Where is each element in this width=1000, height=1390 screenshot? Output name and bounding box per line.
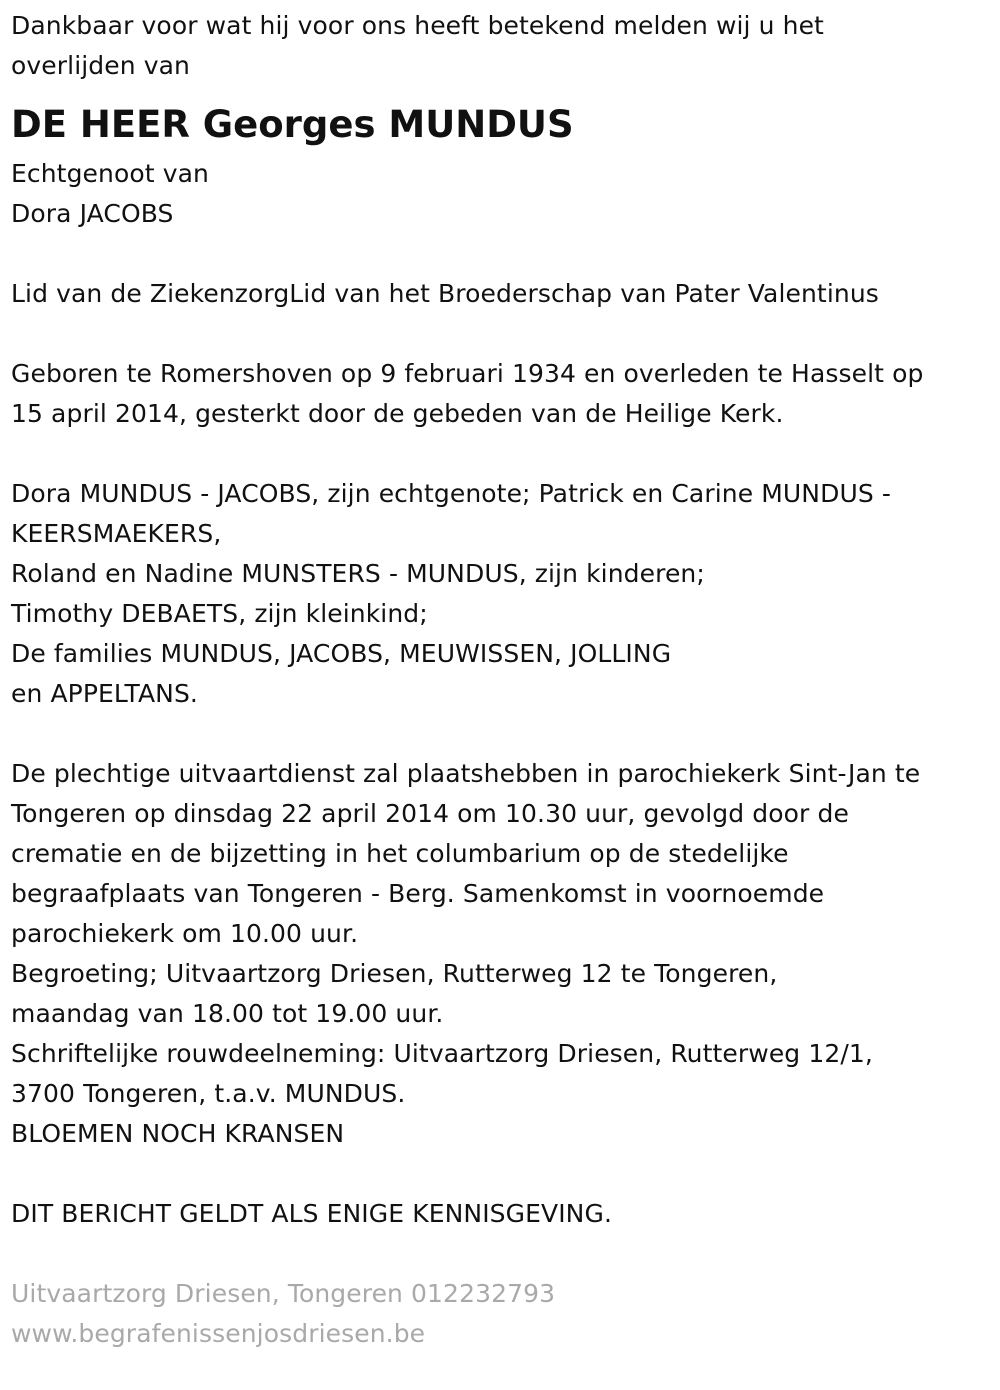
spacer [11,234,991,274]
service-line: 3700 Tongeren, t.a.v. MUNDUS. [11,1079,406,1108]
spacer [11,1234,991,1274]
spouse-section [11,154,991,234]
intro-line: Dankbaar voor wat hij voor ons heeft betekend melden wij u het [11,11,824,40]
intro-section [11,6,991,86]
family-line: Dora MUNDUS - JACOBS, zijn echtgenote; Patrick en Carine MUNDUS - [11,479,891,508]
family-section [11,474,991,714]
family-line: Roland en Nadine MUNSTERS - MUNDUS, zijn kinderen; [11,559,705,588]
spacer [11,434,991,474]
service-line: Schriftelijke rouwdeelneming: Uitvaartzorg Driesen, Rutterweg 12/1, [11,1039,873,1068]
family-line: en APPELTANS. [11,679,198,708]
service-line: De plechtige uitvaartdienst zal plaatshebben in parochiekerk Sint-Jan te [11,759,921,788]
spacer [11,714,991,754]
service-line: crematie en de bijzetting in het columbarium op de stedelijke [11,839,789,868]
obituary-notice [11,6,991,1354]
spacer [11,314,991,354]
notice-line: DIT BERICHT GELDT ALS ENIGE KENNISGEVING. [11,1199,612,1228]
spacer [11,1154,991,1194]
service-line: Begroeting; Uitvaartzorg Driesen, Rutterweg 12 te Tongeren, [11,959,778,988]
family-line: Timothy DEBAETS, zijn kleinkind; [11,599,428,628]
birth-death-line: 15 april 2014, gesterkt door de gebeden van de Heilige Kerk. [11,399,784,428]
birth-death-section [11,354,991,434]
website-link[interactable]: www.begrafenissenjosdriesen.be [11,1319,426,1348]
service-line: maandag van 18.00 tot 19.00 uur. [11,999,444,1028]
service-line: BLOEMEN NOCH KRANSEN [11,1119,345,1148]
service-line: Tongeren op dinsdag 22 april 2014 om 10.30 uur, gevolgd door de [11,799,849,828]
funeral-home-line: Uitvaartzorg Driesen, Tongeren 012232793 [11,1279,556,1308]
deceased-name: DE HEER Georges MUNDUS [11,103,574,146]
membership-line: Lid van de ZiekenzorgLid van het Broederschap van Pater Valentinus [11,279,879,308]
service-line: parochiekerk om 10.00 uur. [11,919,359,948]
family-line: KEERSMAEKERS, [11,519,222,548]
spouse-line: Dora JACOBS [11,199,174,228]
family-line: De families MUNDUS, JACOBS, MEUWISSEN, JOLLING [11,639,672,668]
service-section [11,754,991,1154]
intro-line: overlijden van [11,51,190,80]
footer [11,1274,991,1354]
service-line: begraafplaats van Tongeren - Berg. Samenkomst in voornoemde [11,879,825,908]
birth-death-line: Geboren te Romershoven op 9 februari 1934 en overleden te Hasselt op [11,359,924,388]
spouse-line: Echtgenoot van [11,159,209,188]
